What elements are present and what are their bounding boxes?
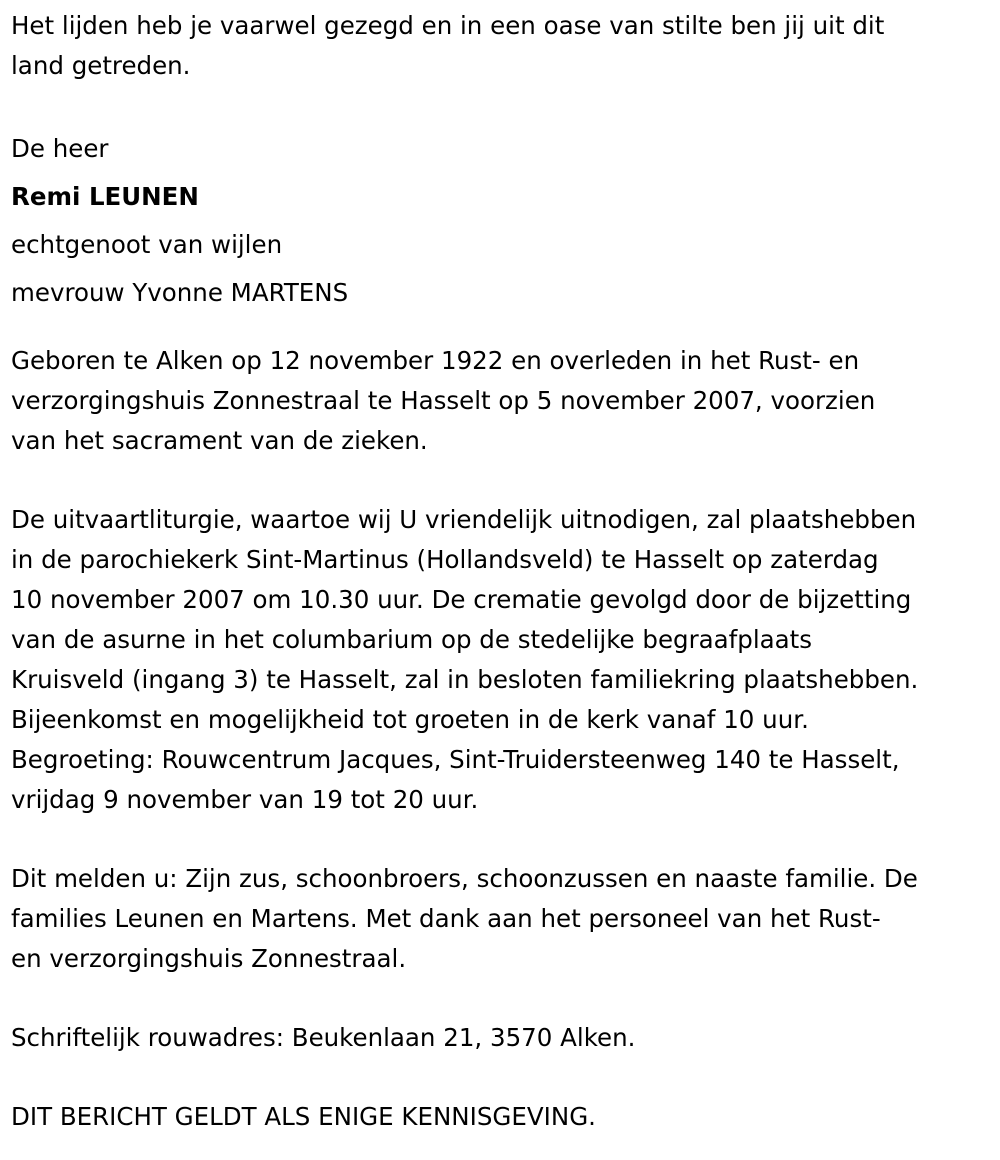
- mourning-address: Schriftelijk rouwadres: Beukenlaan 21, 3570 Alken.: [11, 1023, 636, 1052]
- birth-death-line: verzorgingshuis Zonnestraal te Hasselt op 5 november 2007, voorzien: [11, 386, 876, 415]
- funeral-line: van de asurne in het columbarium op de stedelijke begraafplaats: [11, 625, 813, 654]
- paragraph-gap: [11, 317, 996, 341]
- announcers-line: families Leunen en Martens. Met dank aan het personeel van het Rust-: [11, 904, 881, 933]
- obituary-notice: [11, 6, 996, 1137]
- funeral-line: 10 november 2007 om 10.30 uur. De crematie gevolgd door de bijzetting: [11, 585, 912, 614]
- birth-death-paragraph: [11, 341, 996, 461]
- paragraph-gap: [11, 461, 996, 500]
- paragraph-gap: [11, 979, 996, 1018]
- deceased-name: Remi LEUNEN: [11, 182, 199, 211]
- deceased-block: [11, 125, 996, 317]
- birth-death-line: van het sacrament van de zieken.: [11, 426, 428, 455]
- funeral-line: De uitvaartliturgie, waartoe wij U vriendelijk uitnodigen, zal plaatshebben: [11, 505, 917, 534]
- salutation: De heer: [11, 134, 109, 163]
- closing-statement: DIT BERICHT GELDT ALS ENIGE KENNISGEVING.: [11, 1102, 596, 1131]
- paragraph-gap: [11, 86, 996, 125]
- funeral-line: Bijeenkomst en mogelijkheid tot groeten in de kerk vanaf 10 uur.: [11, 705, 809, 734]
- paragraph-gap: [11, 1058, 996, 1097]
- spouse-relation: echtgenoot van wijlen: [11, 230, 283, 259]
- funeral-paragraph: [11, 500, 996, 820]
- intro-paragraph: [11, 6, 996, 86]
- intro-line: land getreden.: [11, 51, 191, 80]
- paragraph-gap: [11, 820, 996, 859]
- funeral-line: Kruisveld (ingang 3) te Hasselt, zal in besloten familiekring plaatshebben.: [11, 665, 919, 694]
- birth-death-line: Geboren te Alken op 12 november 1922 en overleden in het Rust- en: [11, 346, 860, 375]
- announcers-paragraph: [11, 859, 996, 979]
- intro-line: Het lijden heb je vaarwel gezegd en in een oase van stilte ben jij uit dit: [11, 11, 885, 40]
- funeral-line: in de parochiekerk Sint-Martinus (Hollandsveld) te Hasselt op zaterdag: [11, 545, 879, 574]
- spouse-name: mevrouw Yvonne MARTENS: [11, 278, 349, 307]
- funeral-line: Begroeting: Rouwcentrum Jacques, Sint-Truidersteenweg 140 te Hasselt,: [11, 745, 900, 774]
- announcers-line: en verzorgingshuis Zonnestraal.: [11, 944, 407, 973]
- funeral-line: vrijdag 9 november van 19 tot 20 uur.: [11, 785, 479, 814]
- announcers-line: Dit melden u: Zijn zus, schoonbroers, schoonzussen en naaste familie. De: [11, 864, 918, 893]
